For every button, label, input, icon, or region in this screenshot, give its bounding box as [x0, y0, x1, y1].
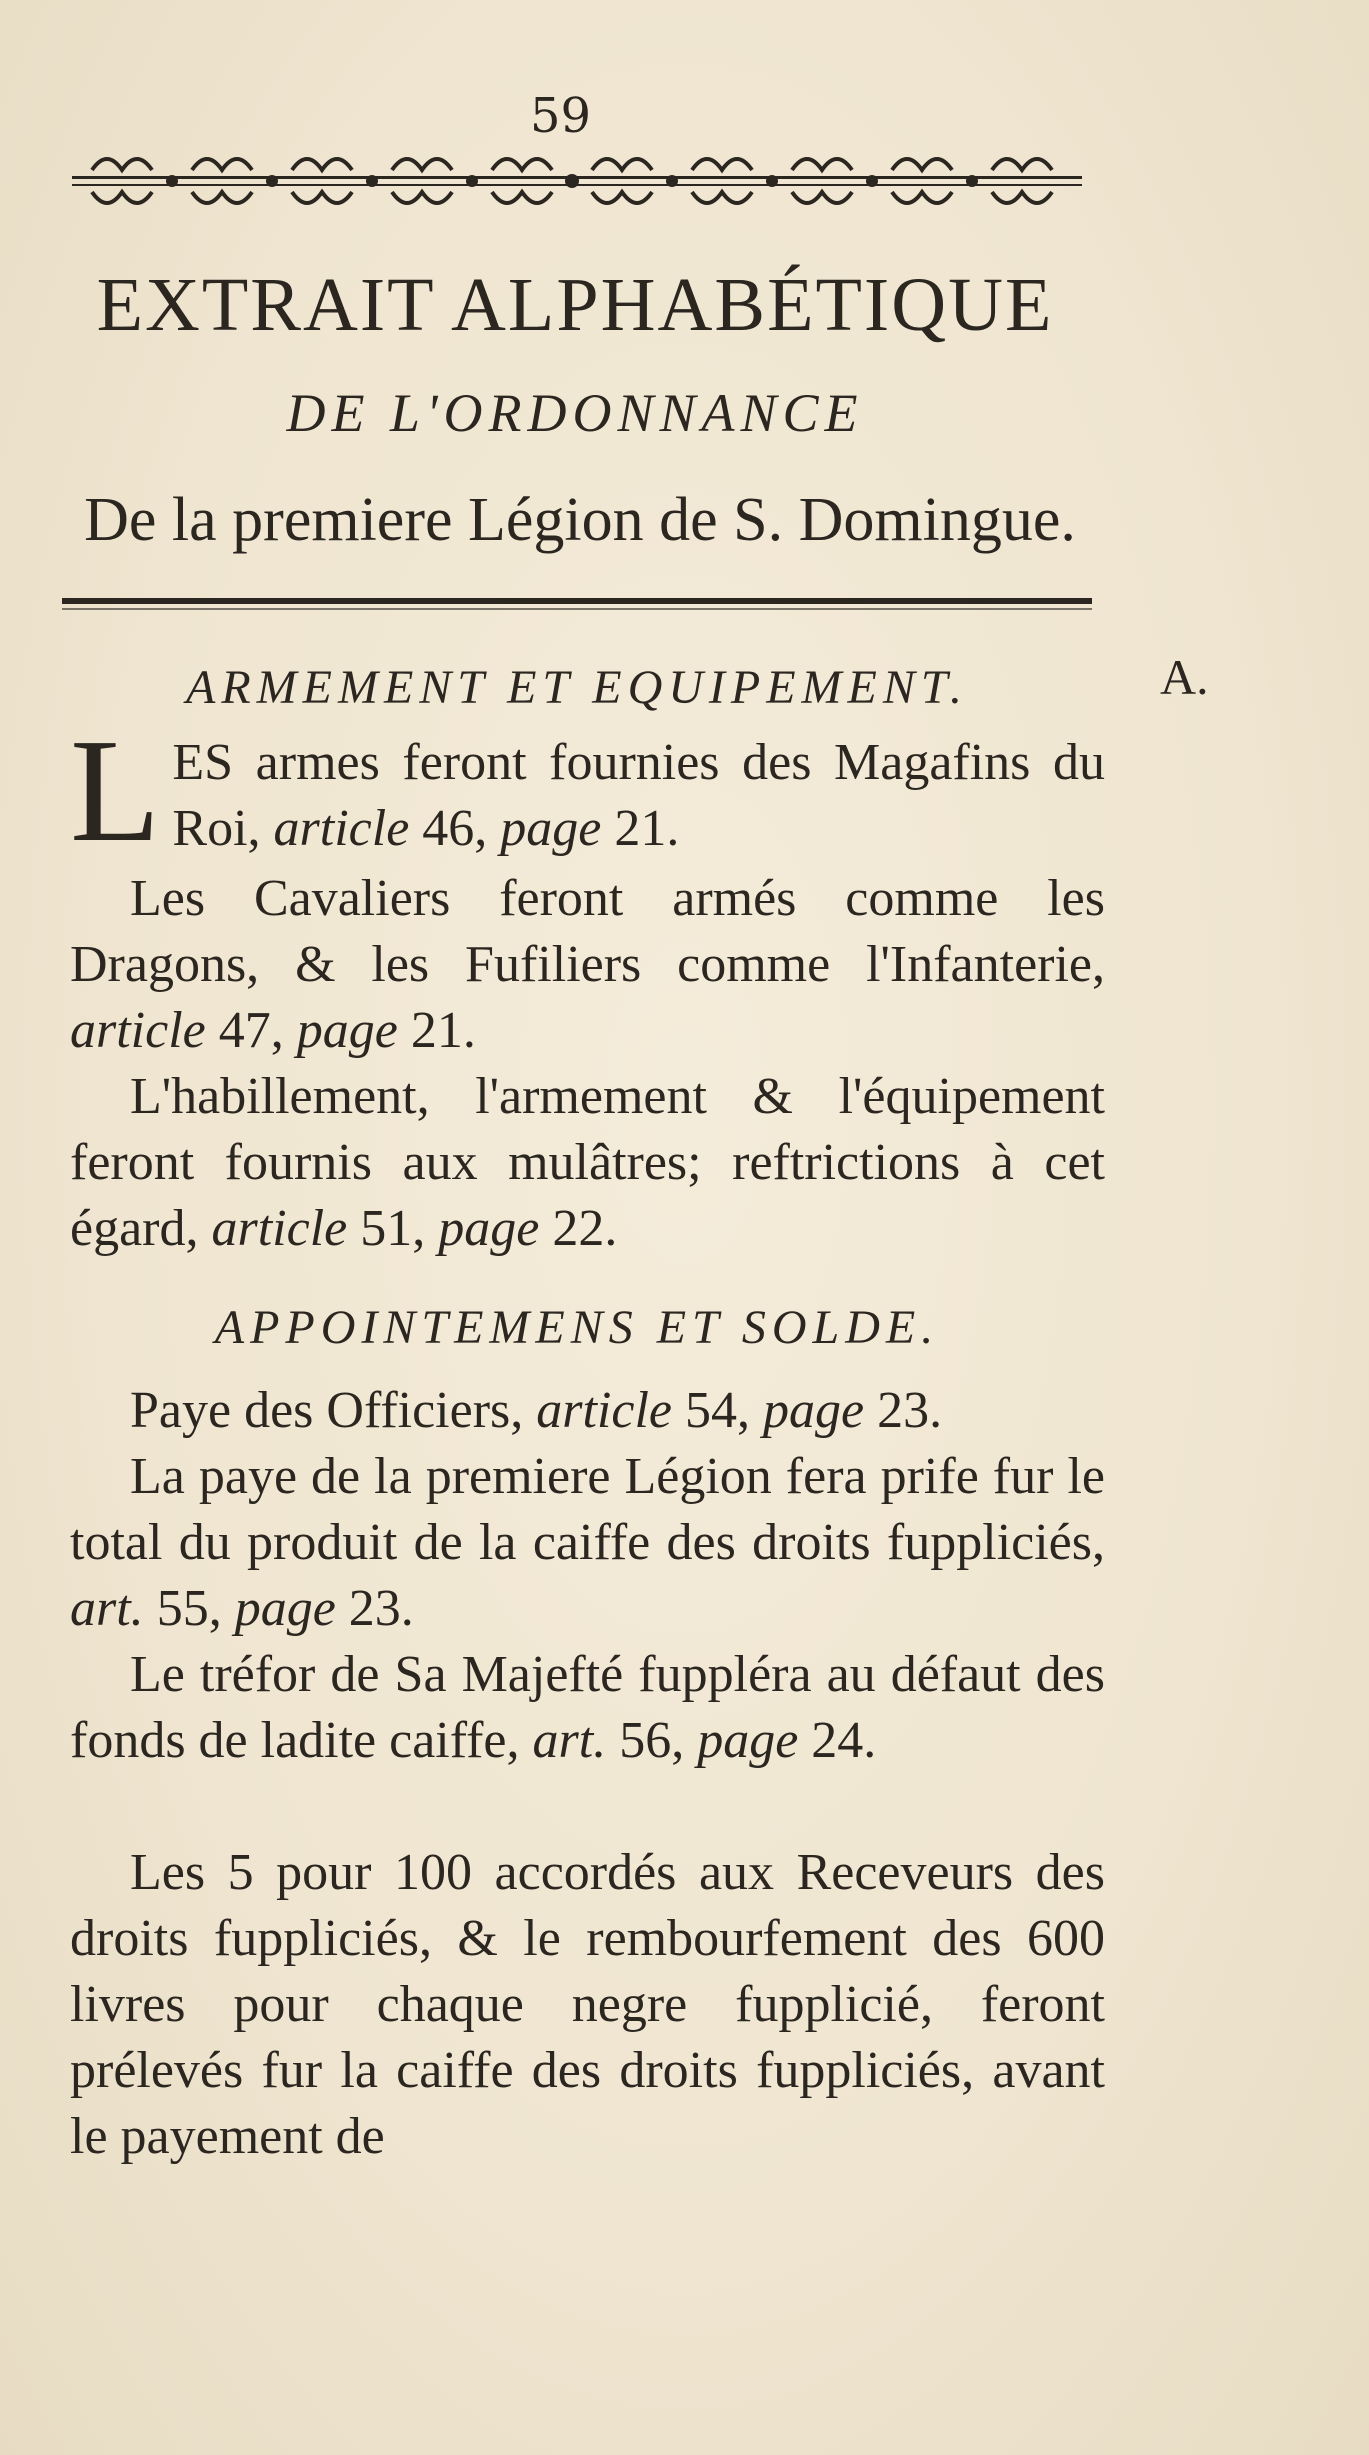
- section-heading-appointemens: APPOINTEMENS ET SOLDE.: [214, 1301, 940, 1354]
- paragraph-receveurs: Les 5 pour 100 accordés aux Receveurs des droits fuppliciés, & le rembourfement des 600 livres pour chaque negre fupplicié, feront prélevés fur la caiffe des droits fuppliciés, avant le payement de: [70, 1844, 1105, 2165]
- paragraph-cavaliers: Les Cavaliers feront armés comme les Dragons, & les Fufiliers comme l'Infanterie, article 47, page 21.: [70, 870, 1105, 1059]
- divider-rule-thin: [62, 608, 1092, 610]
- signature-mark: A.: [1160, 649, 1209, 705]
- page-number: 59: [530, 88, 592, 144]
- paragraph-armes: LES armes feront fournies des Magafins du Roi, article 46, page 21.: [70, 709, 1105, 873]
- title-legion: De la premiere Légion de S. Domingue.: [84, 486, 1076, 554]
- title-main: EXTRAIT ALPHABÉTIQUE: [96, 263, 1054, 347]
- drop-cap-letter: L: [70, 709, 161, 873]
- paragraph-paye-officiers: Paye des Officiers, article 54, page 23.: [130, 1382, 943, 1439]
- paragraph-tresor: Le tréfor de Sa Majefté fuppléra au défaut des fonds de ladite caiffe, art. 56, page 24.: [70, 1646, 1105, 1769]
- paragraph-habillement: L'habillement, l'armement & l'équipement feront fournis aux mulâtres; reftrictions à cet égard, article 51, page 22.: [70, 1068, 1105, 1257]
- title-subtitle: DE L'ORDONNANCE: [286, 383, 864, 443]
- paragraph-text: ES armes feront fournies des Magafins du Roi,: [172, 734, 1105, 857]
- divider-rule: [62, 598, 1092, 604]
- paragraph-paye-legion: La paye de la premiere Légion fera prife fur le total du produit de la caiffe des droits fuppliciés, art. 55, page 23.: [70, 1448, 1105, 1637]
- decorative-ornament-band: [72, 140, 1082, 220]
- section-heading-armement: ARMEMENT ET EQUIPEMENT.: [186, 661, 968, 714]
